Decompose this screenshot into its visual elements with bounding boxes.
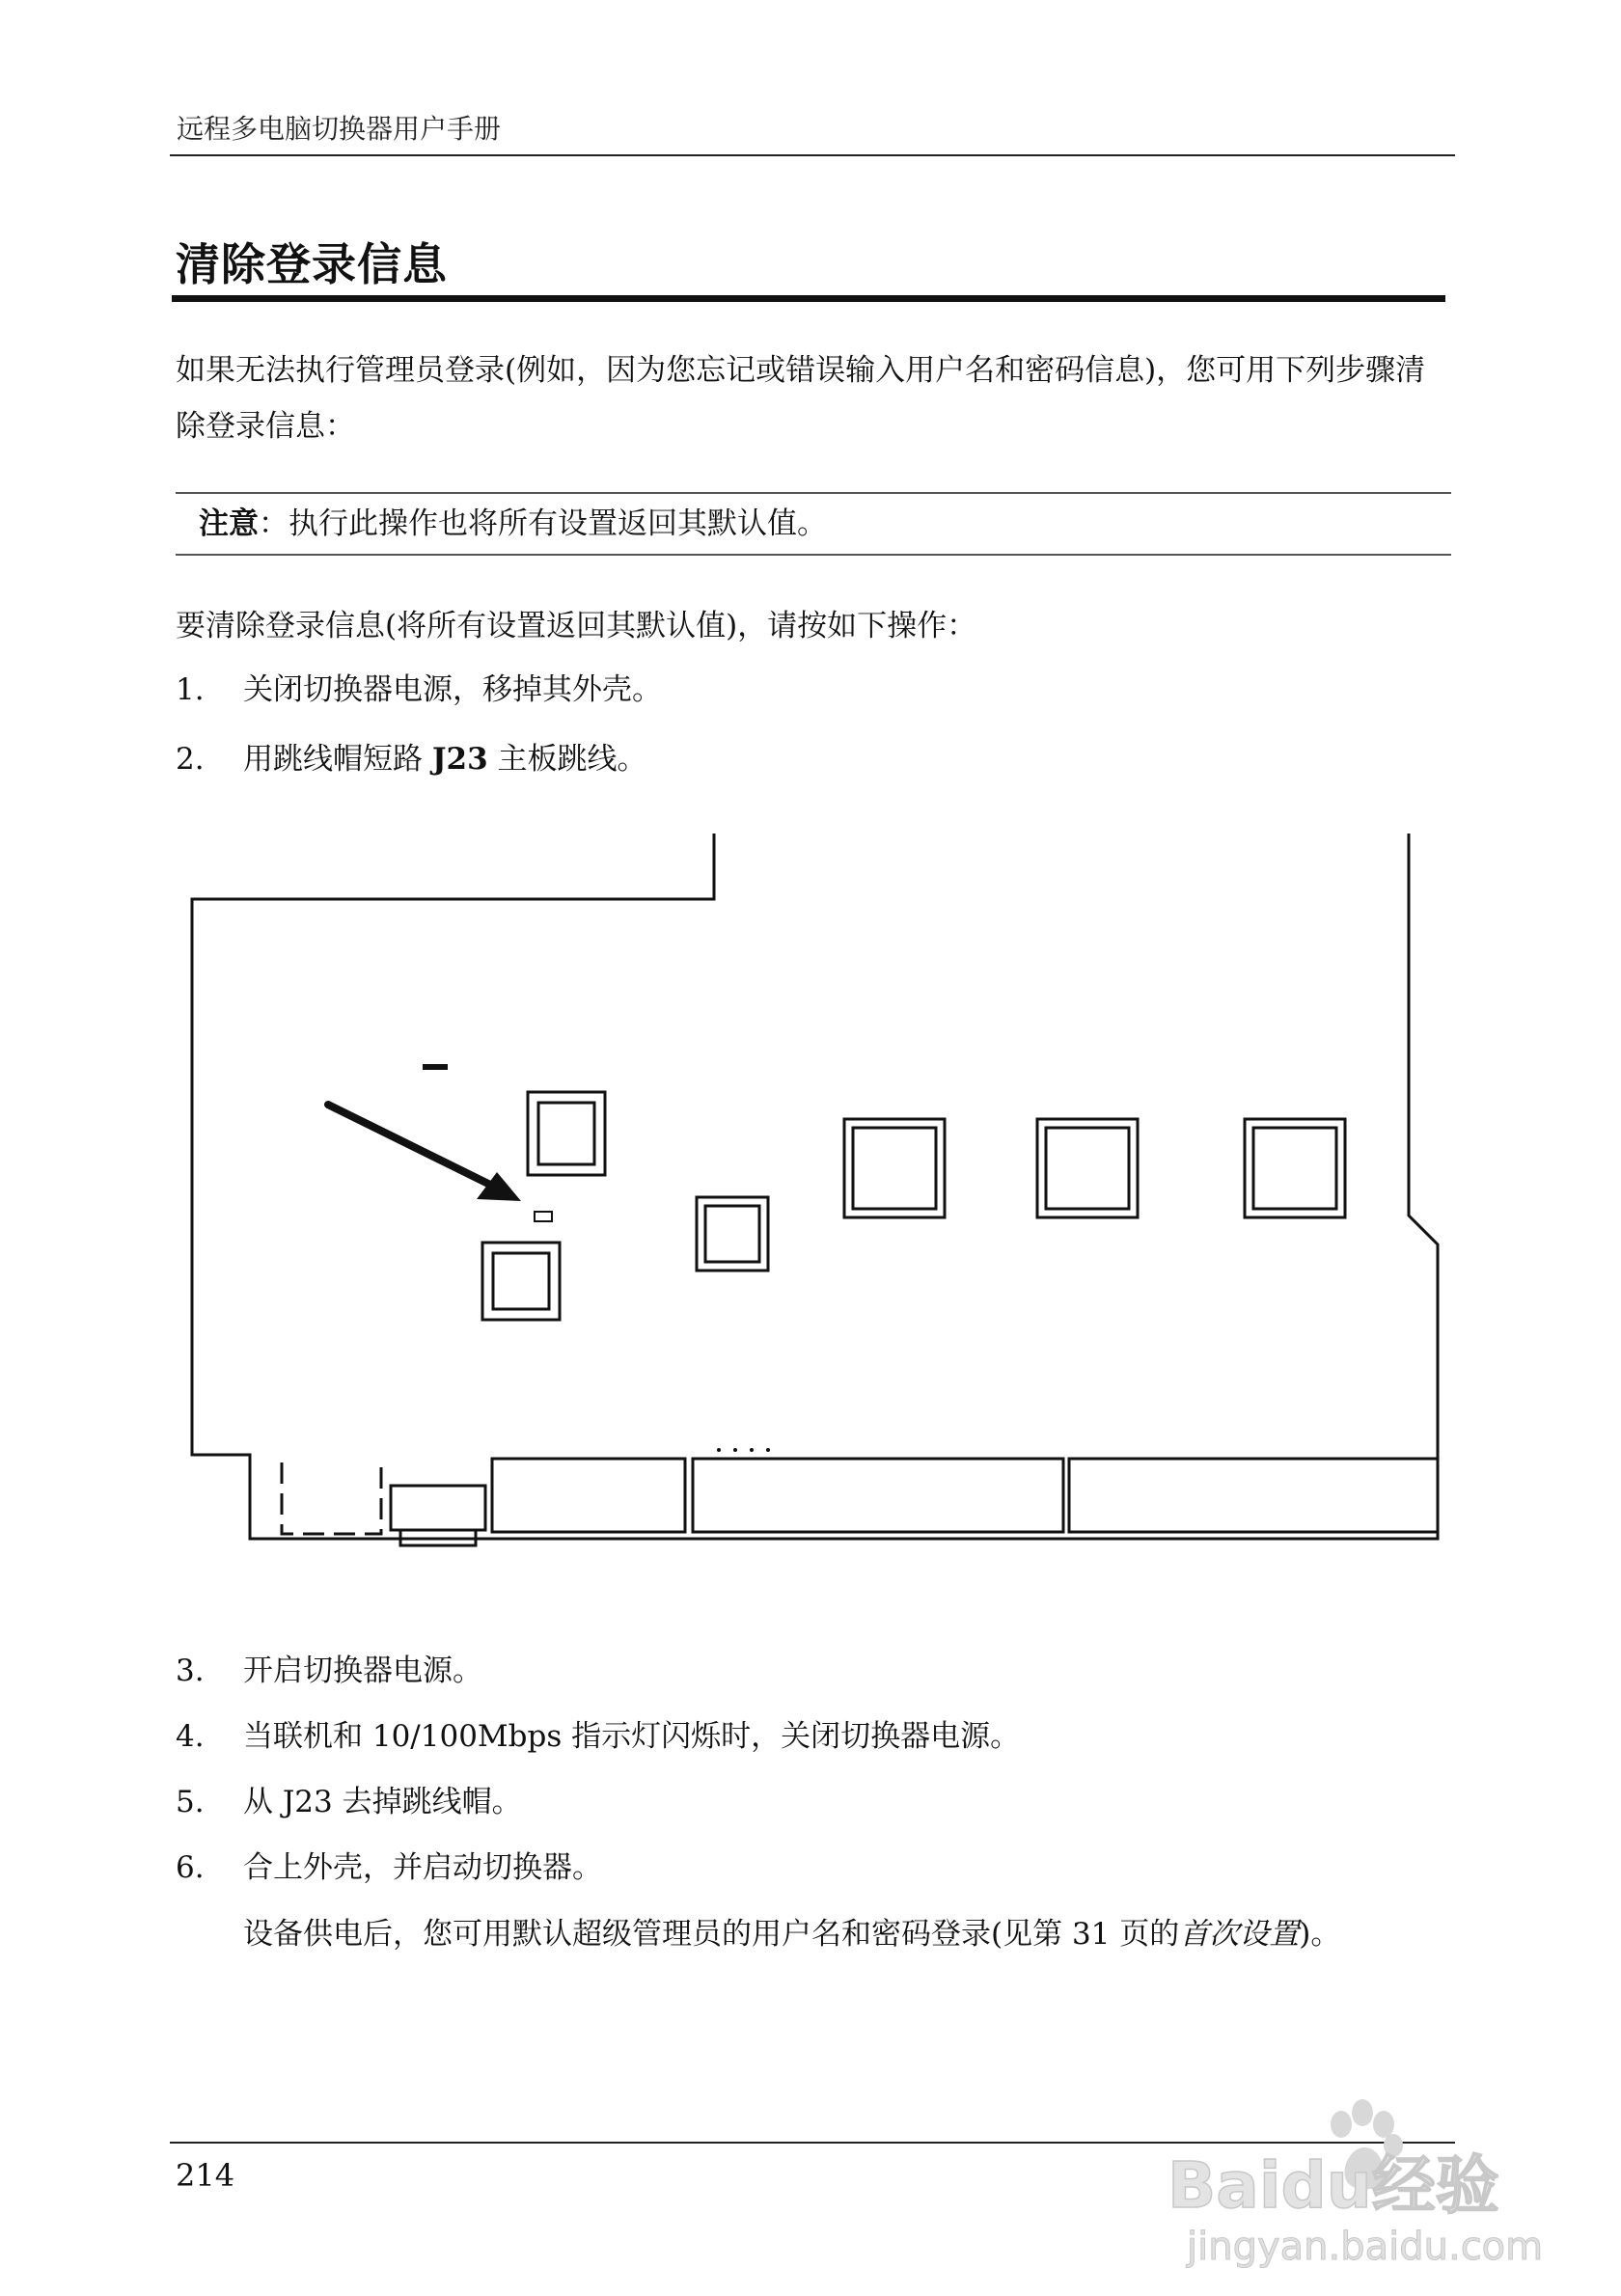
step-6 — [176, 1844, 602, 1892]
watermark-brand: Baidu经验 — [1168, 2148, 1499, 2223]
component-mark — [423, 1064, 448, 1070]
connector-slot-right — [1069, 1459, 1438, 1532]
note-label: 注意 — [199, 506, 259, 541]
running-header: 远程多电脑切换器用户手册 — [177, 113, 502, 145]
step-text-before: 用跳线帽短路 — [243, 742, 432, 777]
board-outline — [192, 834, 1438, 1539]
step-number: 1. — [176, 672, 205, 707]
pin-dots — [717, 1448, 770, 1452]
step-number: 3. — [176, 1654, 205, 1688]
ethernet-port — [282, 1462, 381, 1534]
followup-paragraph — [243, 1906, 1449, 1962]
followup-text-before: 设备供电后，您可用默认超级管理员的用户名和密码登录(见第 31 页的 — [243, 1917, 1180, 1952]
step-5 — [176, 1778, 522, 1826]
step-text: 当联机和 10/100Mbps 指示灯闪烁时，关闭切换器电源。 — [243, 1719, 1021, 1754]
procedure-intro: 要清除登录信息(将所有设置返回其默认值)，请按如下操作： — [176, 609, 977, 643]
note-top-rule — [176, 492, 1451, 494]
connector-slot-left — [492, 1459, 685, 1532]
step-number: 4. — [176, 1719, 205, 1754]
connector-slot-middle — [693, 1459, 1063, 1532]
step-text: 关闭切换器电源，移掉其外壳。 — [243, 672, 662, 707]
step-text-after: 主板跳线。 — [487, 742, 647, 777]
chip-4 — [844, 1119, 945, 1217]
step-2 — [176, 735, 647, 783]
step-text: 开启切换器电源。 — [243, 1654, 482, 1688]
note-bottom-rule — [176, 554, 1451, 556]
vga-port — [391, 1486, 485, 1530]
page-number: 214 — [176, 2157, 235, 2194]
step-3 — [176, 1647, 482, 1695]
title-rule — [172, 295, 1445, 302]
chip-5 — [1037, 1119, 1138, 1217]
step-4 — [176, 1712, 1020, 1761]
motherboard-diagram — [183, 830, 1447, 1563]
header-rule — [170, 154, 1455, 156]
followup-italic-ref: 首次设置 — [1179, 1917, 1300, 1952]
jumper-label: J23 — [431, 742, 488, 777]
jumper-j23 — [535, 1212, 552, 1221]
watermark-url: jingyan.baidu.com — [1187, 2225, 1544, 2269]
step-1 — [176, 666, 662, 714]
step-text: 从 J23 去掉跳线帽。 — [243, 1785, 522, 1819]
note-text: ：执行此操作也将所有设置返回其默认值。 — [259, 506, 827, 541]
chip-6 — [1245, 1119, 1345, 1217]
step-text: 合上外壳，并启动切换器。 — [243, 1850, 602, 1885]
step-number: 2. — [176, 742, 205, 777]
followup-text-after: )。 — [1299, 1917, 1341, 1952]
intro-paragraph: 如果无法执行管理员登录(例如，因为您忘记或错误输入用户名和密码信息)，您可用下列步骤清除登录信息： — [176, 353, 1426, 444]
step-number: 6. — [176, 1850, 205, 1885]
note-box — [199, 500, 827, 548]
pointer-arrow — [328, 1105, 521, 1201]
step-number: 5. — [176, 1785, 205, 1819]
chip-3 — [697, 1197, 768, 1271]
section-title: 清除登录信息 — [176, 238, 448, 290]
baidu-watermark — [1158, 2084, 1563, 2277]
